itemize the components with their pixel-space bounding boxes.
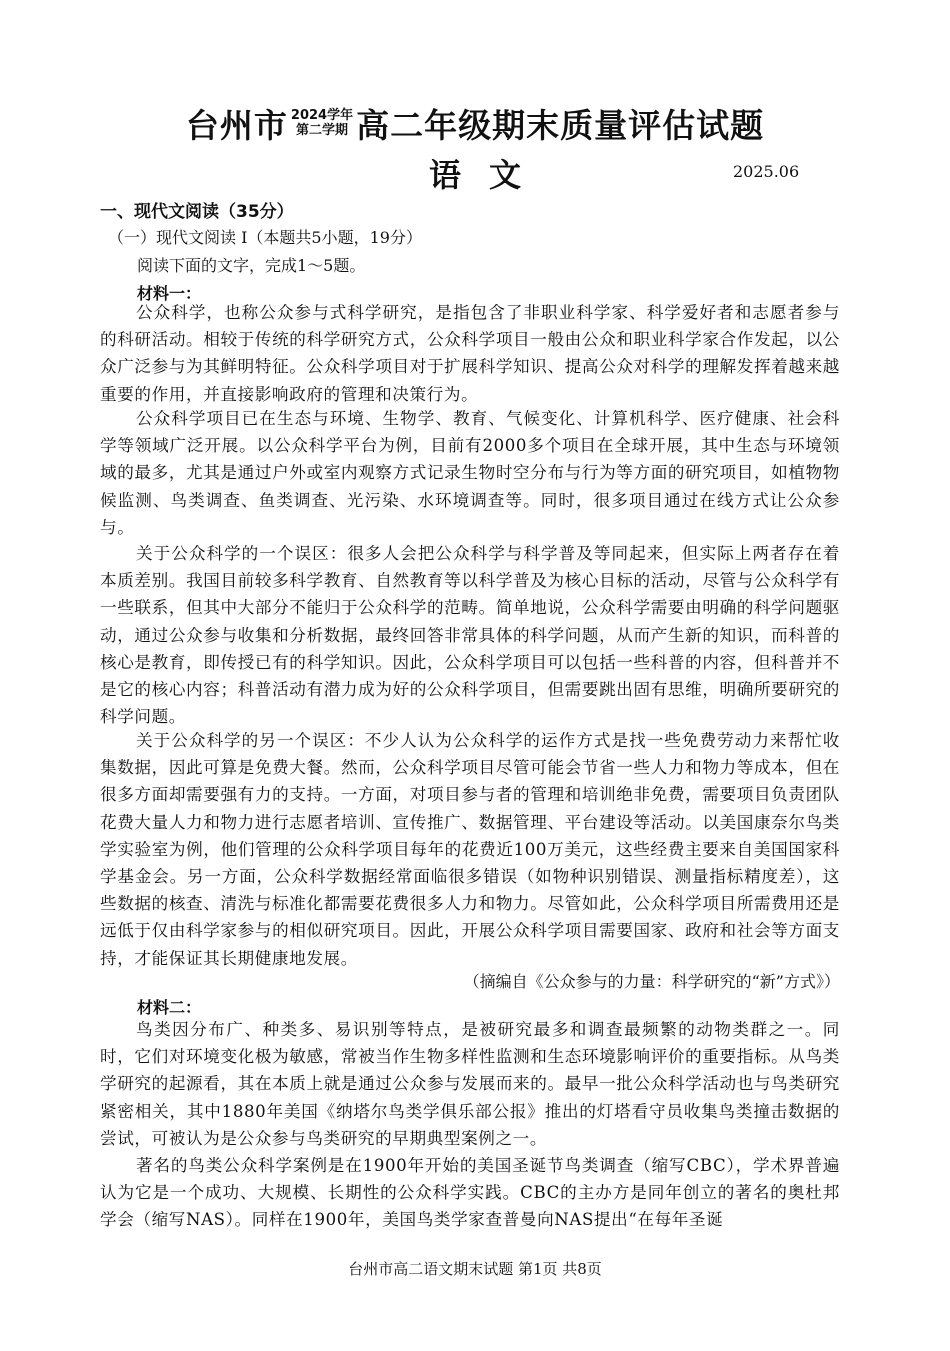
subject-title: 语文 — [428, 156, 549, 194]
school-year: 2024学年 — [290, 108, 354, 123]
reading-instruction: 阅读下面的文字，完成1～5题。 — [137, 256, 366, 275]
exam-date: 2025.06 — [733, 162, 800, 181]
material-1-paragraph: 公众科学项目已在生态与环境、生物学、教育、气候变化、计算机科学、医疗健康、社会科学等领域广泛开展。以公众科学平台为例，目前有2000多个项目在全球开展，其中生态与环境领域的最多，尤其是通过户外或室内观察方式记录生物时空分布与行为等方面的研究项目，如植物物候监测、鸟类调查、鱼类调查、光污染、水环境调查等。同时，很多项目通过在线方式让公众参与。 — [100, 409, 840, 537]
city-name: 台州市 — [185, 105, 288, 145]
exam-title: 高二年级期末质量评估试题 — [356, 105, 765, 145]
material-1-source: （摘编自《公众参与的力量：科学研究的“新”方式》） — [463, 972, 840, 991]
semester: 第二学期 — [295, 123, 348, 138]
subsection-heading: （一）现代文阅读 I（本题共5小题，19分） — [108, 228, 422, 247]
material-2-label: 材料二： — [137, 998, 202, 1017]
material-1-label: 材料一： — [137, 284, 202, 303]
exam-title-row — [0, 98, 950, 148]
material-1-paragraph: 关于公众科学的一个误区：很多人会把公众科学与科学普及等同起来，但实际上两者存在着本质差别。我国目前较多科学教育、自然教育等以科学普及为核心目标的活动，尽管与公众科学有一些联系，但其中大部分不能归于公众科学的范畴。简单地说，公众科学需要由明确的科学问题驱动，通过公众参与收集和分析数据，最终回答非常具体的科学问题，从而产生新的知识，而科普的核心是教育，即传授已有的科学知识。因此，公众科学项目可以包括一些科普的内容，但科普并不是它的核心内容；科普活动有潜力成为好的公众科学项目，但需要跳出固有思维，明确所要研究的科学问题。 — [100, 544, 840, 727]
page-footer: 台州市高二语文期末试题 第1页 共8页 — [348, 1260, 602, 1278]
material-2-paragraph: 著名的鸟类公众科学案例是在1900年开始的美国圣诞节鸟类调查（缩写CBC），学术界普遍认为它是一个成功、大规模、长期性的公众科学实践。CBC的主办方是同年创立的著名的奥杜邦学会（缩写NAS）。同样在1900年，美国鸟类学家查普曼向NAS提出“在每年圣诞 — [100, 1156, 840, 1230]
school-year-stack — [291, 108, 353, 138]
material-1-paragraph: 关于公众科学的另一个误区：不少人认为公众科学的运作方式是找一些免费劳动力来帮忙收集数据，因此可算是免费大餐。然而，公众科学项目尽管可能会节省一些人力和物力等成本，但在很多方面却需要强有力的支持。一方面，对项目参与者的管理和培训绝非免费，需要项目负责团队花费大量人力和物力进行志愿者培训、宣传推广、数据管理、平台建设等活动。以美国康奈尔鸟类学实验室为例，他们管理的公众科学项目每年的花费近100万美元，这些经费主要来自美国国家科学基金会。另一方面，公众科学数据经常面临很多错误（如物种识别错误、测量指标精度差），这些数据的核查、清洗与标准化都需要花费很多人力和物力。尽管如此，公众科学项目所需费用还是远低于仅由科学家参与的相似研究项目。因此，开展公众科学项目需要国家、政府和社会等方面支持，才能保证其长期健康地发展。 — [100, 731, 840, 968]
section-heading: 一、现代文阅读（35分） — [100, 202, 294, 222]
material-2-paragraph: 鸟类因分布广、种类多、易识别等特点，是被研究最多和调查最频繁的动物类群之一。同时，它们对环境变化极为敏感，常被当作生物多样性监测和生态环境影响评价的重要指标。从鸟类学研究的起源看，其在本质上就是通过公众参与发展而来的。最早一批公众科学活动也与鸟类研究紧密相关，其中1880年美国《纳塔尔鸟类学俱乐部公报》推出的灯塔看守员收集鸟类撞击数据的尝试，可被认为是公众参与鸟类研究的早期典型案例之一。 — [100, 1020, 840, 1148]
material-1-paragraph: 公众科学，也称公众参与式科学研究，是指包含了非职业科学家、科学爱好者和志愿者参与的科研活动。相较于传统的科学研究方式，公众科学项目一般由公众和职业科学家合作发起，以公众广泛参与为其鲜明特征。公众科学项目对于扩展科学知识、提高公众对科学的理解发挥着越来越重要的作用，并直接影响政府的管理和决策行为。 — [100, 303, 840, 404]
